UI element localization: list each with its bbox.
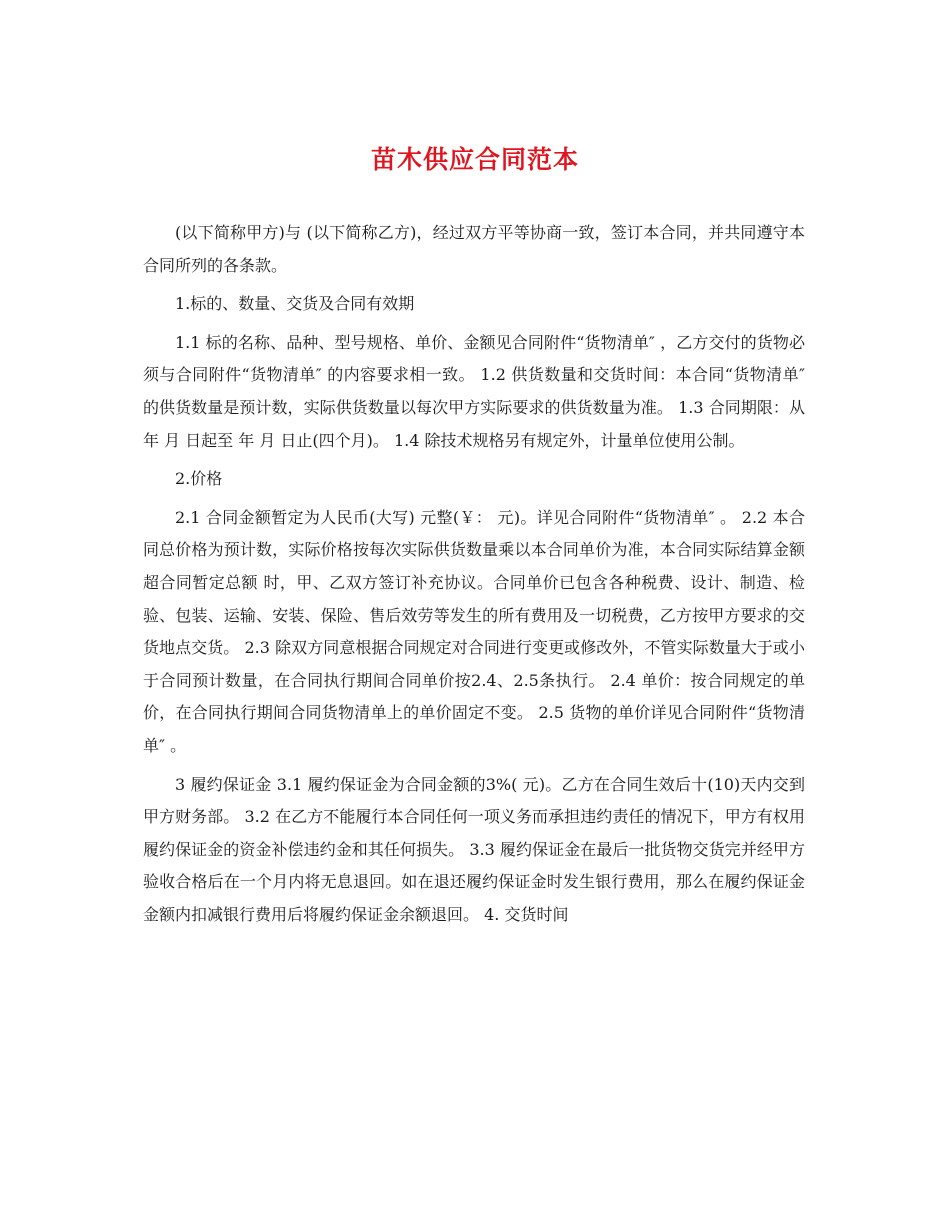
section-heading-2: 2.价格 xyxy=(175,469,223,489)
paragraph-intro: (以下简称甲方)与 (以下简称乙方)，经过双方平等协商一致，签订本合同，并共同遵守本合同所列的各条款。 xyxy=(143,223,805,275)
paragraph-section-2: 2.1 合同金额暂定为人民币(大写) 元整(￥： 元)。详见合同附件“货物清单″ 。 2.2 本合同总价格为预计数，实际价格按每次实际供货数量乘以本合同单价为准，本合同实际结算金额超合同暂定总额 时，甲、乙双方签订补充协议。合同单价已包含各种税费、设计、制造、检验、包装、运输、安装、保险、售后效劳等发生的所有费用及一切税费，乙方按甲方要求的交货地点交货。 2.3 除双方同意根据合同规定对合同进行变更或修改外，不管实际数量大于或小于合同预计数量，在合同执行期间合同单价按2.4、2.5条执行。 2.4 单价：按合同规定的单价，在合同执行期间合同货物清单上的单价固定不变。 2.5 货物的单价详见合同附件“货物清单″ 。 xyxy=(143,507,805,755)
document-title: 苗木供应合同范本 xyxy=(370,145,579,174)
paragraph-section-3: 3 履约保证金 3.1 履约保证金为合同金额的3%( 元)。乙方在合同生效后十(10)天内交到甲方财务部。 3.2 在乙方不能履行本合同任何一项义务而承担违约责任的情况下，甲方有权用履约保证金的资金补偿违约金和其任何损失。 3.3 履约保证金在最后一批货物交货完并经甲方验收合格后在一个月内将无息退回。如在退还履约保证金时发生银行费用，那么在履约保证金金额内扣减银行费用后将履约保证金余额退回。 4. 交货时间 xyxy=(143,774,805,924)
document-body xyxy=(143,217,805,937)
section-heading-1: 1.标的、数量、交货及合同有效期 xyxy=(175,294,415,314)
paragraph-section-1: 1.1 标的名称、品种、型号规格、单价、金额见合同附件“货物清单″ ，乙方交付的货物必须与合同附件“货物清单″ 的内容要求相一致。 1.2 供货数量和交货时间：本合同“货物清单″ 的供货数量是预计数，实际供货数量以每次甲方实际要求的供货数量为准。 1.3 合同期限：从 年 月 日起至 年 月 日止(四个月)。 1.4 除技术规格另有规定外，计量单位使用公制。 xyxy=(143,332,805,450)
